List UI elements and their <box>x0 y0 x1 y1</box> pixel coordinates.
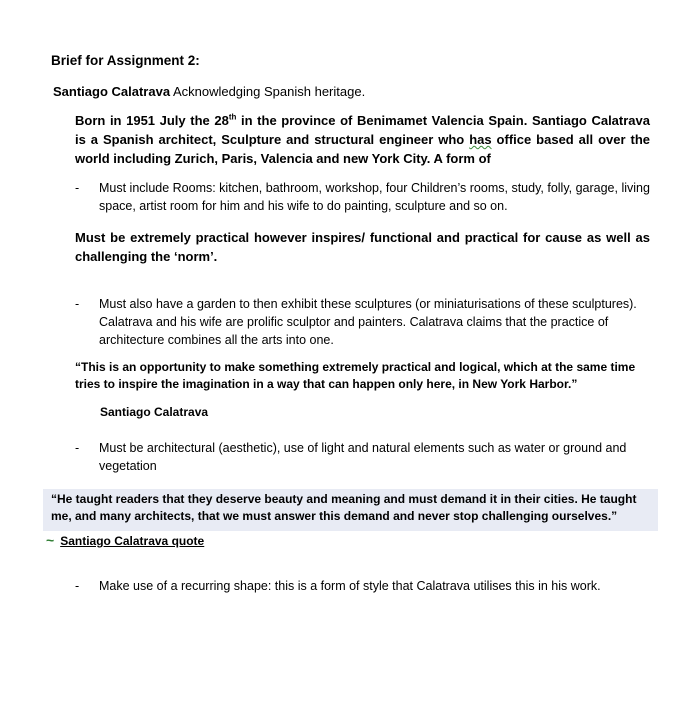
bullet-dash: - <box>75 181 80 195</box>
bullet-recurring-shape <box>75 577 650 595</box>
subtitle-text: Acknowledging Spanish heritage. <box>170 84 366 99</box>
quote-beauty: “He taught readers that they deserve beauty and meaning and must demand it in their cities. He taught me, and many architects, that we must answer this demand and never stop challenging ourselves.” <box>51 492 637 523</box>
bullet-text: Must be architectural (aesthetic), use of light and natural elements such as water or ground and vegetation <box>99 441 627 473</box>
quote-new-york: “This is an opportunity to make something extremely practical and logical, which at the same time tries to inspire the imagination in a way that can happen only here, in New York Harbor.” <box>75 360 636 391</box>
intro-text-2: in the province of Benimamet Valencia Spain. Santiago Calatrava is a Spanish architect, Sculpture and structural engineer who <box>75 113 650 147</box>
bullet-text: Must include Rooms: kitchen, bathroom, workshop, four Children’s rooms, study, folly, garage, living space, artist room for him and his wife to do painting, sculpture and so on. <box>99 181 650 213</box>
subtitle <box>53 84 365 99</box>
spellcheck-word: has <box>469 132 492 147</box>
bullet-dash: - <box>75 297 80 311</box>
bullet-dash: - <box>75 579 80 593</box>
intro-paragraph <box>75 111 650 168</box>
quote-attribution: Santiago Calatrava <box>100 405 209 419</box>
subtitle-name: Santiago Calatrava <box>53 84 171 99</box>
bullet-architectural <box>75 439 650 475</box>
practical-paragraph: Must be extremely practical however inspires/ functional and practical for cause as well as challenging the ‘norm’. <box>75 230 650 264</box>
document-heading: Brief for Assignment 2: <box>51 53 200 68</box>
intro-text-1: Born in 1951 July the 28 <box>75 113 229 128</box>
bullet-rooms <box>75 179 650 215</box>
bullet-text: Must also have a garden to then exhibit these sculptures (or miniaturisations of these sculptures). Calatrava and his wife are prolific sculptor and painters. Calatrava claims that the practice of architecture combines all the arts into one. <box>99 297 637 347</box>
tilde-icon: ~ <box>46 532 55 548</box>
intro-superscript: th <box>228 112 237 122</box>
bullet-text: Make use of a recurring shape: this is a form of style that Calatrava utilises this in his work. <box>99 579 601 593</box>
intro-text-3: office based all over the world including Zurich, Paris, Valencia and new York City. A form of <box>75 132 650 166</box>
bullet-dash: - <box>75 441 80 455</box>
bullet-garden <box>75 295 650 349</box>
quote-source <box>46 532 204 548</box>
quote-source-link[interactable]: Santiago Calatrava quote <box>60 534 205 548</box>
